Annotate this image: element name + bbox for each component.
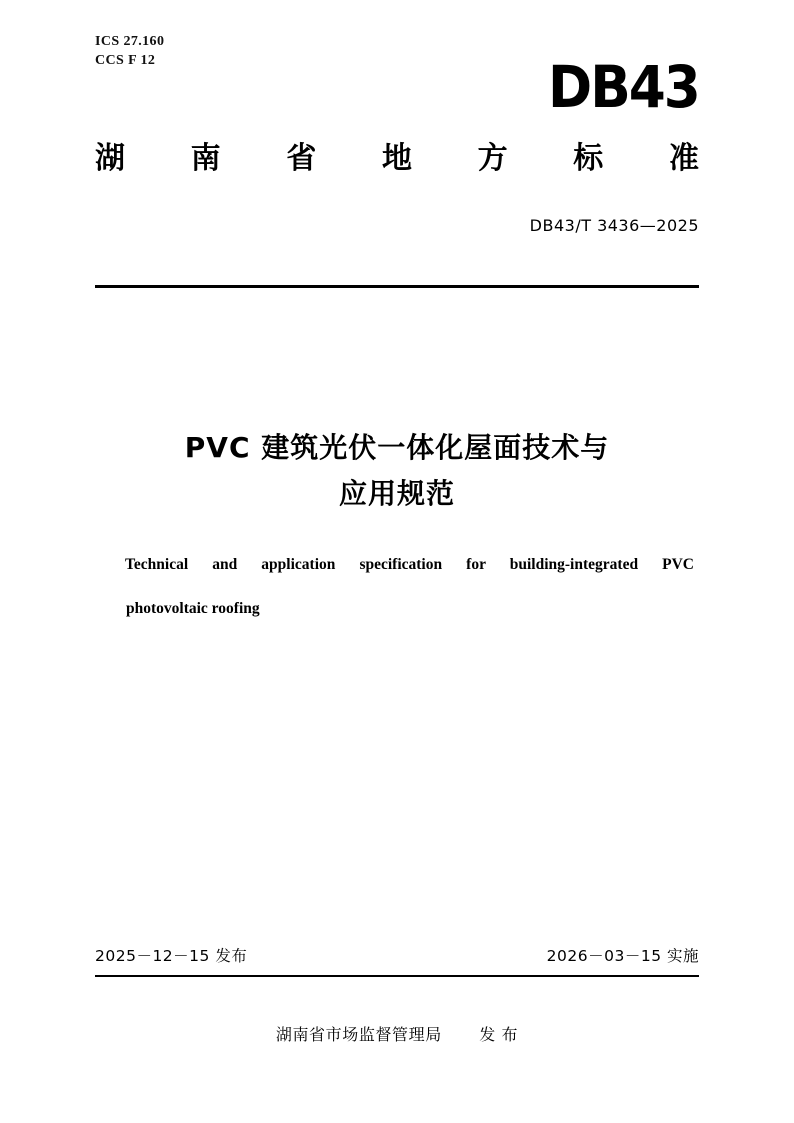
series-char-1: 湖 xyxy=(95,141,125,176)
series-char-4: 地 xyxy=(381,141,412,176)
series-char-5: 方 xyxy=(477,141,508,176)
footer-divider xyxy=(95,975,699,977)
ics-code: ICS 27.160 xyxy=(95,34,165,49)
document-title-cn-line1: PVC 建筑光伏一体化屋面技术与 xyxy=(184,431,610,464)
standard-number: DB43/T 3436—2025 xyxy=(529,216,699,235)
document-title-cn-line2: 应用规范 xyxy=(338,477,455,510)
db43-logo: DB43 xyxy=(548,53,699,121)
issuer-action: 发 布 xyxy=(479,1025,519,1044)
document-title-en-line1: Technical and application specification for building-integrated PVC xyxy=(125,556,694,573)
ccs-code: CCS F 12 xyxy=(95,53,156,68)
series-char-7: 准 xyxy=(668,141,699,176)
issuer-name: 湖南省市场监督管理局 xyxy=(275,1025,442,1044)
document-title-en xyxy=(125,543,694,631)
series-char-3: 省 xyxy=(286,141,317,176)
document-title-cn xyxy=(95,425,699,517)
issue-date: 2025－12－15 发布 xyxy=(95,947,248,965)
standard-series-title xyxy=(95,140,699,178)
series-char-2: 南 xyxy=(190,141,221,176)
header-divider xyxy=(95,285,699,288)
date-row xyxy=(95,944,699,966)
implementation-date: 2026－03－15 实施 xyxy=(546,947,699,965)
document-title-en-line2: photovoltaic roofing xyxy=(126,600,260,617)
classification-block xyxy=(95,32,164,70)
series-char-6: 标 xyxy=(573,141,604,176)
issuer-row xyxy=(0,1022,794,1045)
